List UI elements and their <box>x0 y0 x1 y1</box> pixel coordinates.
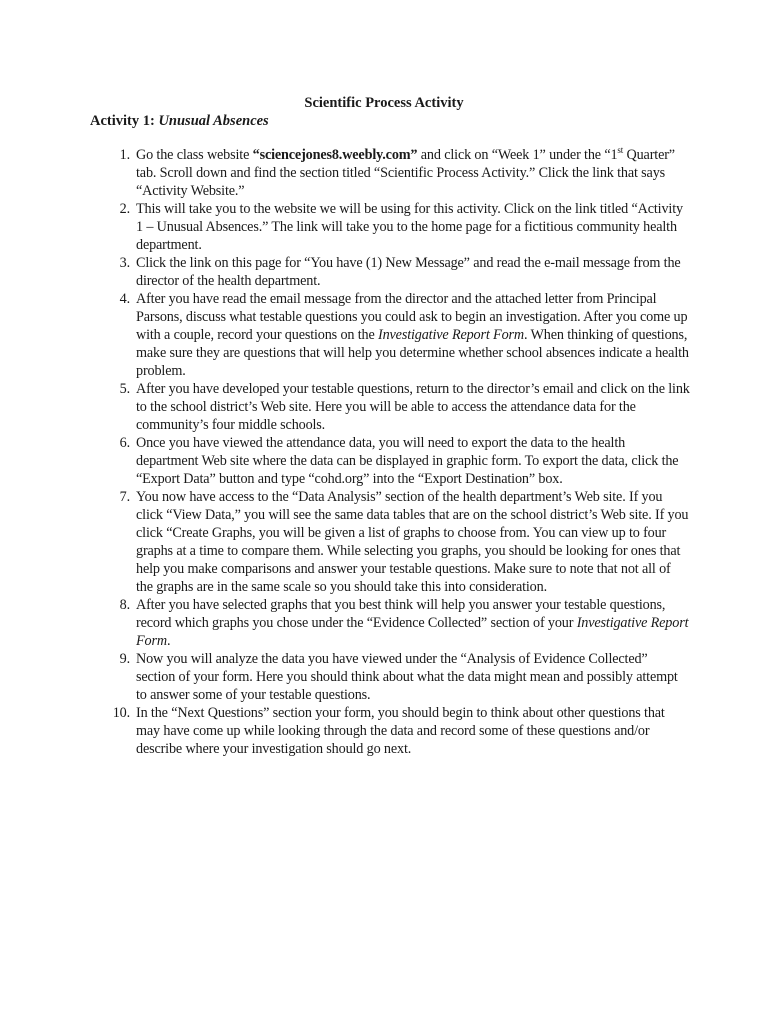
instruction-step <box>90 434 690 488</box>
step-text-part: and click on “Week 1” under the “1 <box>417 147 618 163</box>
step-text <box>136 596 690 650</box>
instruction-step <box>90 254 690 290</box>
activity-label: Activity 1: <box>90 113 155 129</box>
instruction-step <box>90 650 690 704</box>
step-text-part: . When thinking of questions, make sure they are questions that will help you determine whether school absences indicate a health problem. <box>136 327 689 379</box>
step-text-part: . <box>166 633 171 649</box>
step-text-part: After you have read the email message from the director and the attached letter from Principal Parsons, discuss what testable questions you could ask to begin an investigation. After you come up with a couple, record your questions on the <box>136 291 688 343</box>
step-text: After you have developed your testable questions, return to the director’s email and click on the link to the school district’s Web site. Here you will be able to access the attendance data for the community’s four middle schools. <box>136 381 690 433</box>
instruction-step <box>90 290 690 380</box>
instruction-step <box>90 380 690 434</box>
step-number: 6. <box>119 435 130 451</box>
step-text-part: After you have selected graphs that you best think will help you answer your testable questions, record which graphs you chose under the “Evidence Collected” section of your <box>136 597 666 631</box>
step-text: Now you will analyze the data you have viewed under the “Analysis of Evidence Collected” section of your form. Here you should think about what the data might mean and possibly attempt to answer some of your testable questions. <box>136 651 678 703</box>
step-text: This will take you to the website we will be using for this activity. Click on the link titled “Activity 1 – Unusual Absences.” The link will take you to the home page for a fictitious community health department. <box>136 201 683 253</box>
activity-heading <box>90 112 269 130</box>
step-text: Click the link on this page for “You have (1) New Message” and read the e-mail message from the director of the health department. <box>136 255 681 289</box>
instruction-step <box>90 596 690 650</box>
class-website-url: “sciencejones8.weebly.com” <box>252 147 418 163</box>
instruction-step <box>90 146 690 200</box>
step-text: You now have access to the “Data Analysis” section of the health department’s Web site. If you click “View Data,” you will see the same data tables that are on the school district’s Web site. If you click “Create Graphs, you will be given a list of graphs to choose from. You can view up to four graphs at a time to compare them. While selecting you graphs, you should be looking for ones that help you make comparisons and answer your testable questions. Make sure to note that not all of the graphs are in the same scale so you should take this into consideration. <box>136 489 689 595</box>
step-number: 4. <box>119 291 130 307</box>
step-number: 8. <box>119 597 130 613</box>
instruction-step <box>90 704 690 758</box>
step-text: In the “Next Questions” section your form, you should begin to think about other questions that may have come up while looking through the data and record some of these questions and/or describe where your investigation should go next. <box>136 705 665 757</box>
step-number: 2. <box>119 201 130 217</box>
instruction-step <box>90 488 690 596</box>
step-text <box>136 290 690 380</box>
step-number: 5. <box>119 381 130 397</box>
instruction-step <box>90 200 690 254</box>
step-number: 10. <box>112 705 130 721</box>
step-text-part: Quarter” tab. Scroll down and find the section titled “Scientific Process Activity.” Click the link that says “Activity Website.” <box>136 147 675 199</box>
step-number: 7. <box>119 489 130 505</box>
step-text-part: Go the class website <box>136 147 253 163</box>
instruction-list <box>90 146 690 758</box>
step-number: 1. <box>119 147 130 163</box>
step-number: 9. <box>119 651 130 667</box>
form-name: Investigative Report Form <box>136 615 689 649</box>
step-number: 3. <box>119 255 130 271</box>
form-name: Investigative Report Form <box>378 327 524 343</box>
step-text: Once you have viewed the attendance data, you will need to export the data to the health department Web site where the data can be displayed in graphic form. To export the data, click the “Export Data” button and type “cohd.org” into the “Export Destination” box. <box>136 435 679 487</box>
step-text <box>136 146 690 200</box>
document-title: Scientific Process Activity <box>304 95 464 111</box>
activity-name: Unusual Absences <box>158 113 269 129</box>
ordinal-suffix: st <box>617 145 624 155</box>
